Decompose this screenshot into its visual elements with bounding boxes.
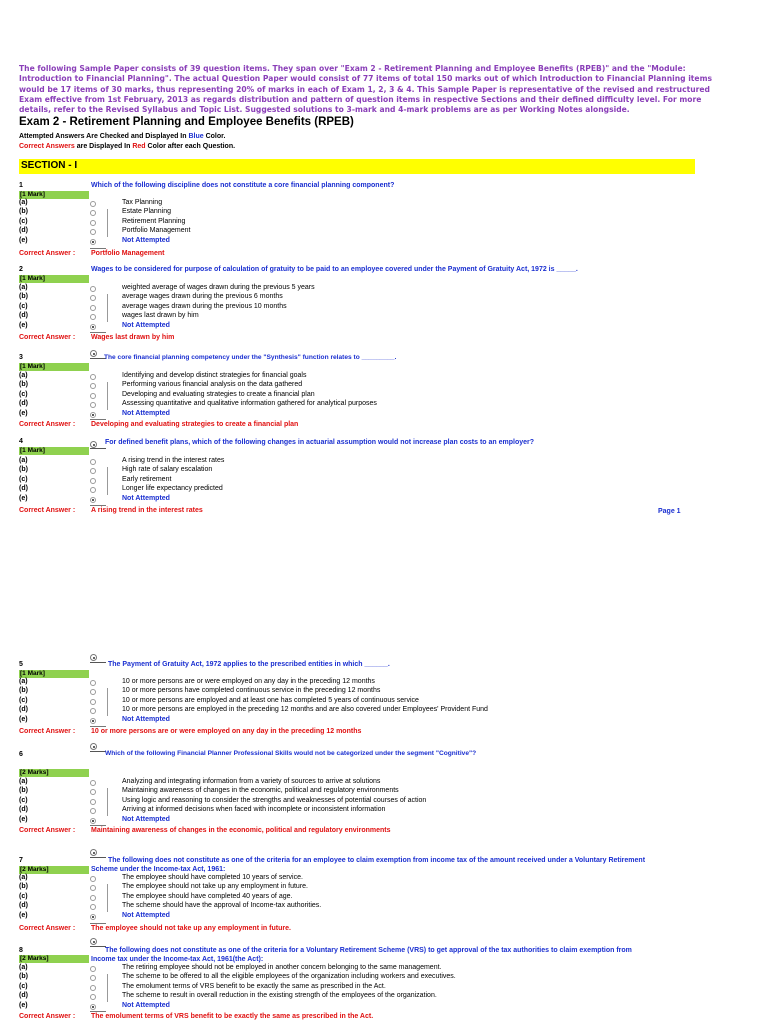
option-letter: (e) xyxy=(19,321,28,329)
underline-divider xyxy=(90,662,106,663)
option-radio[interactable] xyxy=(90,780,96,786)
exam-title: Exam 2 - Retirement Planning and Employee Benefits (RPEB) xyxy=(19,116,354,128)
marks-badge: [1 Mark] xyxy=(19,275,89,283)
option-radio[interactable] xyxy=(90,699,96,705)
correct-answer-text: Wages last drawn by him xyxy=(91,334,175,341)
option-text: Not Attempted xyxy=(122,494,170,502)
option-row[interactable] xyxy=(0,381,768,390)
option-letter: (c) xyxy=(19,475,28,483)
legend-blue-word: Blue xyxy=(188,133,204,140)
underline-divider xyxy=(90,946,106,947)
question-radio[interactable] xyxy=(90,938,97,945)
page-number: Page 1 xyxy=(658,508,681,515)
option-row[interactable] xyxy=(0,697,768,706)
answer-underline xyxy=(90,726,106,727)
option-letter: (b) xyxy=(19,787,28,795)
option-row[interactable] xyxy=(0,293,768,302)
option-radio[interactable] xyxy=(90,708,96,714)
option-text: Portfolio Management xyxy=(122,227,191,235)
option-radio[interactable] xyxy=(90,383,96,389)
answer-underline xyxy=(90,419,106,420)
option-text: Not Attempted xyxy=(122,911,170,919)
option-text: Early retirement xyxy=(122,475,172,483)
option-letter: (c) xyxy=(19,982,28,990)
option-row[interactable] xyxy=(0,983,768,992)
option-radio[interactable] xyxy=(90,374,96,380)
correct-answer-text: 10 or more persons are or were employed on any day in the preceding 12 months xyxy=(91,728,362,735)
legend-correct-end: Color after each Question. xyxy=(145,143,236,150)
option-text: 10 or more persons have completed continuous service in the preceding 12 months xyxy=(122,687,381,695)
question-number: 8 xyxy=(19,947,23,954)
option-letter: (e) xyxy=(19,494,28,502)
option-radio[interactable] xyxy=(90,966,96,972)
option-row[interactable] xyxy=(0,457,768,466)
correct-answer-text: Portfolio Management xyxy=(91,250,165,257)
option-text: The employee should have completed 40 years of age. xyxy=(122,892,293,900)
option-row[interactable] xyxy=(0,372,768,381)
question-text: Which of the following discipline does not constitute a core financial planning component? xyxy=(91,182,395,189)
correct-answer-label: Correct Answer : xyxy=(19,334,76,341)
underline-divider xyxy=(90,448,106,449)
option-radio[interactable] xyxy=(90,393,96,399)
option-letter: (a) xyxy=(19,457,28,464)
correct-answer-label: Correct Answer : xyxy=(19,728,76,735)
option-letter: (d) xyxy=(19,806,28,814)
answer-underline xyxy=(90,1011,106,1012)
option-text: wages last drawn by him xyxy=(122,312,199,320)
option-text: Not Attempted xyxy=(122,236,170,244)
question-number: 6 xyxy=(19,751,23,758)
option-letter: (b) xyxy=(19,687,28,695)
option-radio[interactable] xyxy=(90,286,96,292)
legend-correct-word: Correct Answers xyxy=(19,143,75,150)
legend-red-word: Red xyxy=(132,143,146,150)
correct-answer-text: Maintaining awareness of changes in the economic, political and regulatory environments xyxy=(91,827,391,834)
option-radio[interactable] xyxy=(90,314,96,320)
option-text: Not Attempted xyxy=(122,815,170,823)
option-radio[interactable] xyxy=(90,305,96,311)
option-text: 10 or more persons are employed and at least one has completed 5 years of continuous service xyxy=(122,696,419,704)
option-row[interactable] xyxy=(0,787,768,796)
option-text: 10 or more persons are employed in the preceding 12 months and are also covered under Employees' Provident Fund xyxy=(122,706,488,714)
option-letter: (c) xyxy=(19,390,28,398)
question-text: Which of the following Financial Planner Professional Skills would not be categorized under the segment "Cognitive"? xyxy=(105,750,477,757)
legend-correct-mid: are Displayed In xyxy=(74,143,133,150)
option-text: Using logic and reasoning to consider the strengths and weaknesses of potential courses of action xyxy=(122,796,427,804)
question-text: The Payment of Gratuity Act, 1972 applies to the prescribed entities in which ______. xyxy=(108,661,390,668)
option-row[interactable] xyxy=(0,912,768,921)
option-radio[interactable] xyxy=(90,210,96,216)
option-row[interactable] xyxy=(0,678,768,687)
option-row[interactable] xyxy=(0,410,768,419)
option-row[interactable] xyxy=(0,322,768,331)
option-text: Maintaining awareness of changes in the economic, political and regulatory environments xyxy=(122,787,399,795)
option-radio[interactable] xyxy=(90,904,96,910)
option-row[interactable] xyxy=(0,816,768,825)
option-text: Developing and evaluating strategies to create a financial plan xyxy=(122,390,315,398)
option-letter: (b) xyxy=(19,466,28,474)
correct-answer-label: Correct Answer : xyxy=(19,507,76,514)
option-radio[interactable] xyxy=(90,229,96,235)
option-text: Tax Planning xyxy=(122,199,163,206)
option-text: The scheme should have the approval of Income-tax authorities. xyxy=(122,902,322,910)
option-letter: (c) xyxy=(19,217,28,225)
marks-badge: [1 Mark] xyxy=(19,670,89,678)
option-text: A rising trend in the interest rates xyxy=(122,457,225,464)
marks-badge: [1 Mark] xyxy=(19,447,89,455)
option-letter: (d) xyxy=(19,902,28,910)
option-letter: (a) xyxy=(19,778,28,785)
option-letter: (a) xyxy=(19,199,28,206)
question-text: The following does not constitute as one of the criteria for a Voluntary Retirement Scheme (VRS) to get approval of the tax authorities to claim exemption from xyxy=(105,947,632,954)
option-row[interactable] xyxy=(0,883,768,892)
option-letter: (e) xyxy=(19,715,28,723)
option-row[interactable] xyxy=(0,495,768,504)
option-letter: (e) xyxy=(19,236,28,244)
question-radio[interactable] xyxy=(90,743,97,750)
underline-divider xyxy=(90,857,106,858)
question-radio[interactable] xyxy=(90,441,97,448)
question-number: 7 xyxy=(19,857,23,864)
option-row[interactable] xyxy=(0,284,768,293)
option-text: The retiring employee should not be employed in another concern belonging to the same management. xyxy=(122,964,442,971)
option-radio[interactable] xyxy=(90,818,96,824)
correct-answer-label: Correct Answer : xyxy=(19,925,76,932)
option-radio[interactable] xyxy=(90,412,96,418)
option-radio[interactable] xyxy=(90,975,96,981)
option-row[interactable] xyxy=(0,303,768,312)
option-radio[interactable] xyxy=(90,895,96,901)
answer-underline xyxy=(90,923,106,924)
option-radio[interactable] xyxy=(90,985,96,991)
option-row[interactable] xyxy=(0,716,768,725)
correct-answer-label: Correct Answer : xyxy=(19,1013,76,1020)
option-text: Not Attempted xyxy=(122,409,170,417)
option-row[interactable] xyxy=(0,391,768,400)
option-row[interactable] xyxy=(0,227,768,236)
option-letter: (e) xyxy=(19,815,28,823)
option-radio[interactable] xyxy=(90,402,96,408)
option-radio[interactable] xyxy=(90,994,96,1000)
option-radio[interactable] xyxy=(90,789,96,795)
option-text: Identifying and develop distinct strategies for financial goals xyxy=(122,372,307,379)
option-radio[interactable] xyxy=(90,718,96,724)
option-text: The scheme to result in overall reduction in the existing strength of the employees of the organization. xyxy=(122,992,437,1000)
option-row[interactable] xyxy=(0,476,768,485)
option-text: The emolument terms of VRS benefit to be exactly the same as prescribed in the Act. xyxy=(122,982,386,990)
option-text: average wages drawn during the previous 6 months xyxy=(122,293,283,301)
option-radio[interactable] xyxy=(90,876,96,882)
option-text: 10 or more persons are or were employed on any day in the preceding 12 months xyxy=(122,678,375,685)
option-radio[interactable] xyxy=(90,1004,96,1010)
option-row[interactable] xyxy=(0,237,768,246)
underline-divider xyxy=(90,751,106,752)
option-text: Not Attempted xyxy=(122,321,170,329)
marks-badge: [2 Marks] xyxy=(19,866,89,874)
legend-attempted-text: Attempted Answers Are Checked and Displayed In xyxy=(19,133,189,140)
option-row[interactable] xyxy=(0,218,768,227)
option-letter: (d) xyxy=(19,312,28,320)
option-letter: (b) xyxy=(19,208,28,216)
correct-answer-label: Correct Answer : xyxy=(19,421,76,428)
option-text: Not Attempted xyxy=(122,1001,170,1009)
section-title: SECTION - I xyxy=(21,160,78,171)
option-letter: (e) xyxy=(19,911,28,919)
question-text-cont: Income tax under the Income-tax Act, 1961(the Act): xyxy=(91,956,264,963)
option-text: The employee should not take up any employment in future. xyxy=(122,883,308,891)
option-letter: (b) xyxy=(19,973,28,981)
option-letter: (a) xyxy=(19,874,28,881)
option-radio[interactable] xyxy=(90,478,96,484)
option-row[interactable] xyxy=(0,893,768,902)
option-row[interactable] xyxy=(0,199,768,208)
option-row[interactable] xyxy=(0,973,768,982)
option-radio[interactable] xyxy=(90,808,96,814)
option-letter: (c) xyxy=(19,892,28,900)
question-text: Wages to be considered for purpose of calculation of gratuity to be paid to an employee covered under the Payment of Gratuity Act, 1972 is _____. xyxy=(91,266,578,273)
option-row[interactable] xyxy=(0,208,768,217)
question-text-cont: Scheme under the Income-tax Act, 1961: xyxy=(91,866,226,873)
option-radio[interactable] xyxy=(90,295,96,301)
option-radio[interactable] xyxy=(90,239,96,245)
option-radio[interactable] xyxy=(90,680,96,686)
option-row[interactable] xyxy=(0,797,768,806)
option-row[interactable] xyxy=(0,400,768,409)
question-radio[interactable] xyxy=(90,350,97,357)
option-letter: (a) xyxy=(19,284,28,291)
legend-attempted-end: Color. xyxy=(203,133,226,140)
correct-answer-text: A rising trend in the interest rates xyxy=(91,507,203,514)
option-radio[interactable] xyxy=(90,799,96,805)
option-letter: (c) xyxy=(19,696,28,704)
option-radio[interactable] xyxy=(90,914,96,920)
option-text: Retirement Planning xyxy=(122,217,186,225)
option-row[interactable] xyxy=(0,312,768,321)
option-row[interactable] xyxy=(0,466,768,475)
marks-badge: [2 Marks] xyxy=(19,955,89,963)
correct-answer-text: Developing and evaluating strategies to create a financial plan xyxy=(91,421,299,428)
option-radio[interactable] xyxy=(90,497,96,503)
option-letter: (a) xyxy=(19,964,28,971)
option-row[interactable] xyxy=(0,485,768,494)
option-radio[interactable] xyxy=(90,201,96,207)
question-text: The following does not constitute as one of the criteria for an employee to claim exemption from income tax of the amount received under a Voluntary Retirement xyxy=(108,857,646,864)
option-letter: (b) xyxy=(19,381,28,389)
option-letter: (d) xyxy=(19,706,28,714)
option-letter: (a) xyxy=(19,372,28,379)
legend-correct xyxy=(19,143,235,150)
option-letter: (d) xyxy=(19,400,28,408)
answer-underline xyxy=(90,332,106,333)
option-letter: (d) xyxy=(19,227,28,235)
option-row[interactable] xyxy=(0,964,768,973)
option-row[interactable] xyxy=(0,874,768,883)
option-text: The employee should have completed 10 years of service. xyxy=(122,874,303,881)
option-letter: (d) xyxy=(19,992,28,1000)
option-radio[interactable] xyxy=(90,220,96,226)
option-radio[interactable] xyxy=(90,324,96,330)
option-text: weighted average of wages drawn during the previous 5 years xyxy=(122,284,315,291)
option-text: Analyzing and integrating information from a variety of sources to arrive at solutions xyxy=(122,778,381,785)
option-letter: (c) xyxy=(19,796,28,804)
option-text: Assessing quantitative and qualitative information gathered for analytical purposes xyxy=(122,400,377,408)
question-number: 4 xyxy=(19,438,23,445)
option-letter: (e) xyxy=(19,1001,28,1009)
question-text: The core financial planning competency under the "Synthesis" function relates to _________. xyxy=(104,354,397,361)
option-letter: (b) xyxy=(19,883,28,891)
option-radio[interactable] xyxy=(90,459,96,465)
marks-badge: [1 Mark] xyxy=(19,363,89,371)
option-row[interactable] xyxy=(0,706,768,715)
option-radio[interactable] xyxy=(90,487,96,493)
marks-badge: [2 Marks] xyxy=(19,769,89,777)
question-number: 2 xyxy=(19,266,23,273)
option-row[interactable] xyxy=(0,687,768,696)
section-header xyxy=(19,159,695,174)
correct-answer-text: The employee should not take up any employment in future. xyxy=(91,925,291,932)
option-letter: (d) xyxy=(19,485,28,493)
option-text: Not Attempted xyxy=(122,715,170,723)
option-row[interactable] xyxy=(0,1002,768,1011)
option-letter: (a) xyxy=(19,678,28,685)
question-number: 5 xyxy=(19,661,23,668)
option-text: average wages drawn during the previous 10 months xyxy=(122,302,287,310)
answer-underline xyxy=(90,825,106,826)
option-letter: (b) xyxy=(19,293,28,301)
option-text: High rate of salary escalation xyxy=(122,466,213,474)
question-number: 1 xyxy=(19,182,23,189)
correct-answer-label: Correct Answer : xyxy=(19,250,76,257)
intro-paragraph: The following Sample Paper consists of 39 question items. They span over "Exam 2 - Retirement Planning and Employee Benefits (RPEB)" and the "Module: Introduction to Financial Planning". The actual Question Paper would consist of 77 items of total 150 marks out of which Introduction to Financial Planning items would be 17 items of 30 marks, thus representing 20% of marks in each of Exam 1, 2, 3 & 4. This Sample Paper is representative of the revised and restructured Exam effective from 1st February, 2013 as regards distribution and pattern of question items in respective Sections and their defined difficulty level. For more details, refer to the Revised Syllabus and Topic List. Suggested solutions to 3-mark and 4-mark problems are as per Working Notes alongside. xyxy=(19,64,713,115)
answer-underline xyxy=(90,248,106,249)
option-text: The scheme to be offered to all the eligible employees of the organization including workers and executives. xyxy=(122,973,456,981)
marks-badge: [1 Mark] xyxy=(19,191,89,199)
correct-answer-label: Correct Answer : xyxy=(19,827,76,834)
legend-attempted xyxy=(19,133,225,140)
option-text: Estate Planning xyxy=(122,208,172,216)
option-radio[interactable] xyxy=(90,885,96,891)
option-letter: (c) xyxy=(19,302,28,310)
question-radio[interactable] xyxy=(90,849,97,856)
option-radio[interactable] xyxy=(90,468,96,474)
option-text: Longer life expectancy predicted xyxy=(122,485,223,493)
option-row[interactable] xyxy=(0,902,768,911)
question-radio[interactable] xyxy=(90,654,97,661)
option-letter: (e) xyxy=(19,409,28,417)
correct-answer-text: The emolument terms of VRS benefit to be exactly the same as prescribed in the Act. xyxy=(91,1013,374,1020)
option-row[interactable] xyxy=(0,778,768,787)
question-number: 3 xyxy=(19,354,23,361)
option-row[interactable] xyxy=(0,806,768,815)
option-text: Arriving at informed decisions when faced with incomplete or inconsistent information xyxy=(122,806,386,814)
answer-underline xyxy=(90,505,106,506)
option-text: Performing various financial analysis on the data gathered xyxy=(122,381,303,389)
question-text: For defined benefit plans, which of the following changes in actuarial assumption would not increase plan costs to an employer? xyxy=(105,439,535,446)
option-radio[interactable] xyxy=(90,689,96,695)
option-row[interactable] xyxy=(0,992,768,1001)
